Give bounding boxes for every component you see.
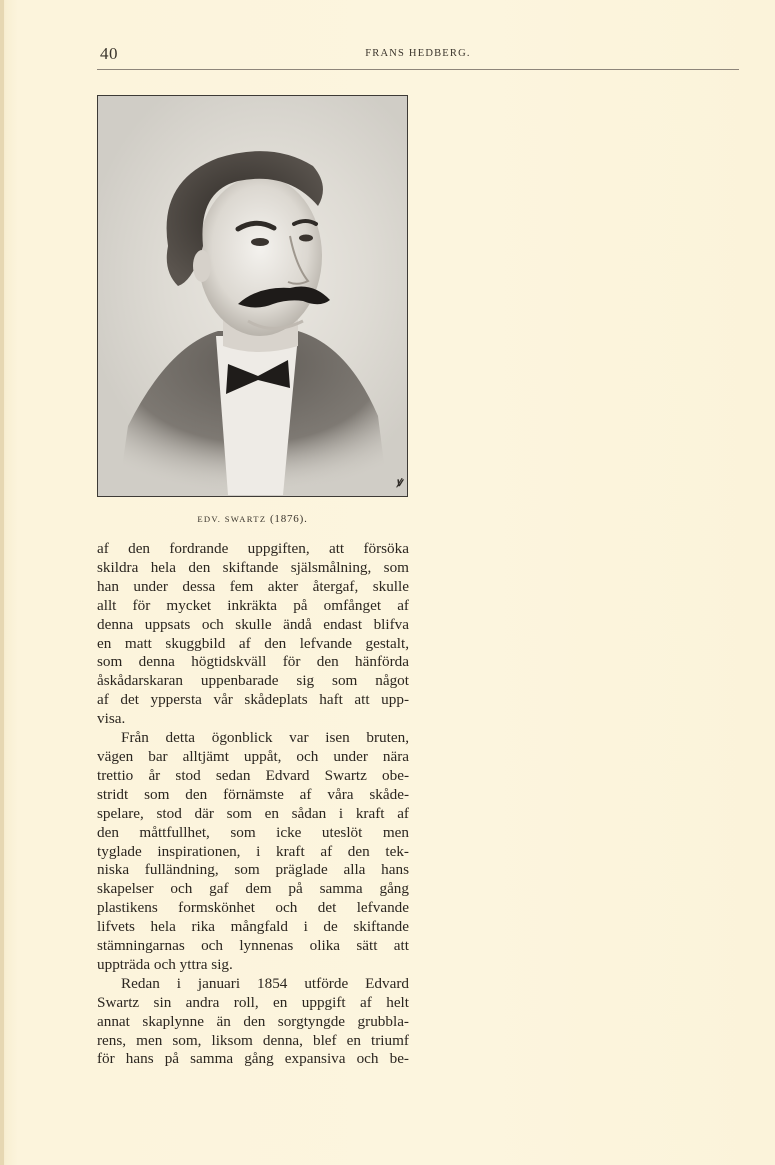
- text-line: vägen bar alltjämt uppåt, och under nära: [97, 747, 409, 765]
- text-line: den måttfullhet, som icke uteslöt men: [97, 823, 409, 841]
- text-line: annat skaplynne än den sorgtyngde grubbla-: [97, 1012, 409, 1030]
- text-line: Swartz sin andra roll, en uppgift af helt: [97, 993, 409, 1011]
- text-line: en matt skuggbild af den lefvande gestalt,: [97, 634, 409, 652]
- caption-name: EDV. SWARTZ: [197, 514, 267, 524]
- running-title: FRANS HEDBERG.: [365, 48, 471, 59]
- text-line: skildra hela den skiftande själsmålning, som: [97, 558, 409, 576]
- text-line: han under dessa fem akter återgaf, skulle: [97, 577, 409, 595]
- left-text-column: [97, 540, 409, 1069]
- text-line: allt för mycket inkräkta på omfånget af: [97, 596, 409, 614]
- text-line: stridt som den förnämste af våra skåde-: [97, 785, 409, 803]
- text-line: lifvets hela rika mångfald i de skiftande: [97, 918, 409, 936]
- text-line: uppträda och yttra sig.: [97, 955, 233, 973]
- text-line: af den fordrande uppgiften, att försöka: [97, 540, 409, 557]
- header-rule: [97, 69, 739, 70]
- text-line: niska fulländning, som präglade alla hans: [97, 861, 409, 879]
- text-line: rens, men som, liksom denna, blef en triumf: [97, 1031, 409, 1049]
- text-line: visa.: [97, 710, 126, 728]
- text-line: stämningarnas och lynnenas olika sätt att: [97, 937, 409, 955]
- text-line: åskådarskaran uppenbarade sig som något: [97, 672, 409, 690]
- figure-caption: [97, 513, 408, 525]
- text-line: för hans på samma gång expansiva och be-: [97, 1050, 409, 1068]
- portrait-illustration: [98, 96, 406, 495]
- text-line: tyglade inspirationen, i kraft af den tek-: [97, 842, 409, 860]
- text-line: trettio år stod sedan Edvard Swartz obe-: [97, 766, 409, 784]
- text-line: som denna högtidskväll för den hänförda: [97, 653, 409, 671]
- text-line: skapelser och gaf dem på samma gång: [97, 880, 409, 898]
- engraver-monogram: ꝟ: [395, 475, 402, 489]
- page-number: 40: [100, 44, 118, 63]
- text-line: af det yppersta vår skådeplats haft att upp-: [97, 691, 409, 709]
- text-line: Från detta ögonblick var isen bruten,: [121, 729, 409, 747]
- page-edge-shadow: [0, 0, 4, 1165]
- caption-year: (1876).: [269, 513, 308, 525]
- text-line: denna uppsats och skulle ändå endast blifva: [97, 615, 409, 633]
- text-line: Redan i januari 1854 utförde Edvard: [121, 974, 409, 992]
- portrait-figure: [97, 95, 408, 497]
- text-line: spelare, stod där som en sådan i kraft af: [97, 804, 409, 822]
- text-line: plastikens formskönhet och det lefvande: [97, 899, 409, 917]
- running-head: [97, 44, 739, 66]
